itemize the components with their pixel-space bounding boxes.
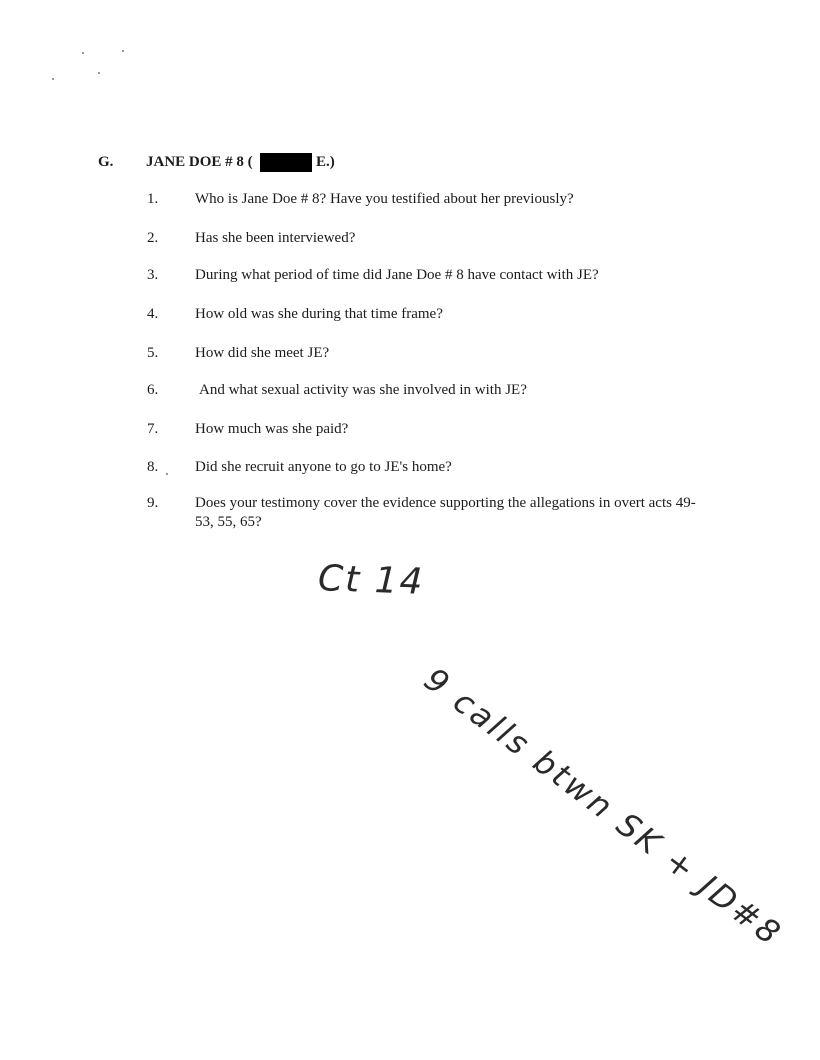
section-letter: G.	[98, 154, 114, 170]
scan-speck	[52, 78, 54, 80]
question-text: How old was she during that time frame?	[195, 306, 443, 322]
question-number: 9.	[147, 495, 159, 511]
scan-speck	[166, 473, 168, 475]
question-number: 2.	[147, 230, 159, 246]
scan-speck	[122, 50, 124, 52]
question-number: 5.	[147, 345, 159, 361]
question-text: And what sexual activity was she involved in with JE?	[199, 382, 527, 398]
question-text: How much was she paid?	[195, 421, 349, 437]
question-text: During what period of time did Jane Doe # 8 have contact with JE?	[195, 267, 599, 283]
scan-speck	[98, 72, 100, 74]
question-text: Did she recruit anyone to go to JE's home?	[195, 459, 452, 475]
question-text: Has she been interviewed?	[195, 230, 356, 246]
question-text: How did she meet JE?	[195, 345, 330, 361]
question-number: 3.	[147, 267, 159, 283]
handwritten-calls-note: 9 calls btwn SK + JD#8	[417, 660, 790, 954]
question-number: 1.	[147, 191, 159, 207]
handwritten-count-note: Ct 14	[317, 558, 426, 603]
question-number: 6.	[147, 382, 159, 398]
section-title: JANE DOE # 8 (	[146, 154, 253, 170]
section-title-suffix: E.)	[316, 154, 335, 170]
question-text: Who is Jane Doe # 8? Have you testified about her previously?	[195, 191, 574, 207]
scan-speck	[82, 52, 84, 54]
question-number: 7.	[147, 421, 159, 437]
question-number: 8.	[147, 459, 159, 475]
redaction-box	[260, 153, 312, 172]
question-text: Does your testimony cover the evidence supporting the allegations in overt acts 49-53, 55, 65?	[195, 495, 696, 530]
question-number: 4.	[147, 306, 159, 322]
